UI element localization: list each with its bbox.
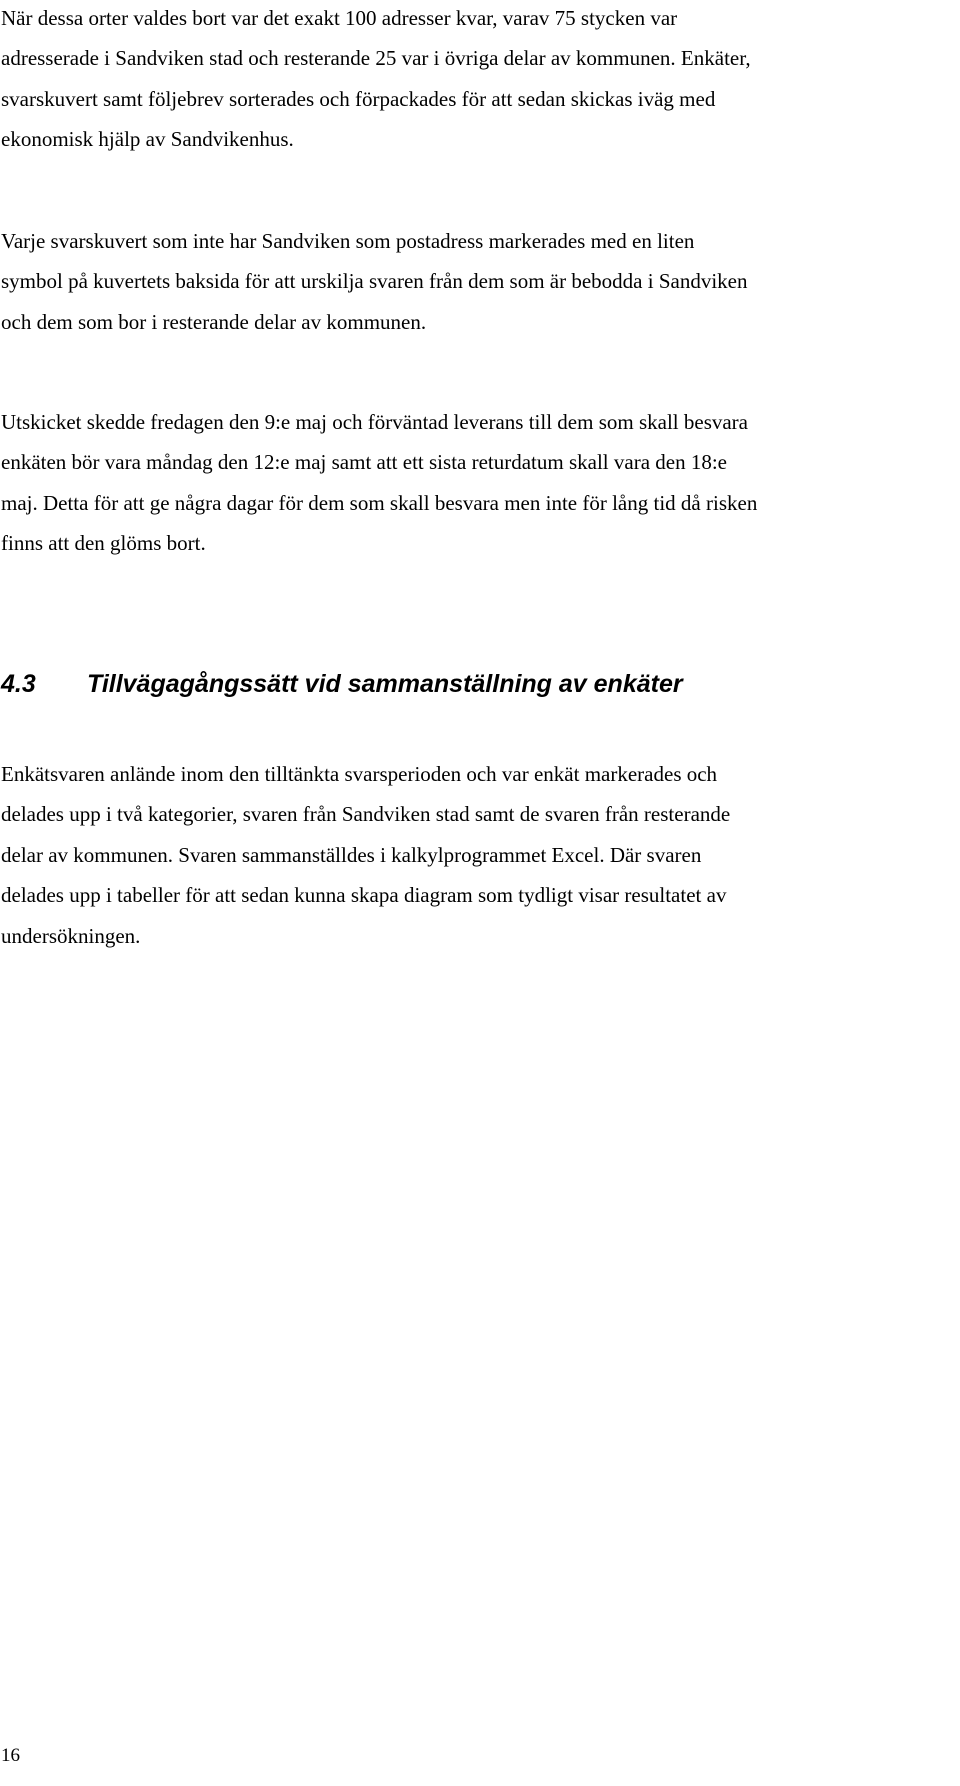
paragraph-envelope-marking xyxy=(1,221,956,342)
text-line: Varje svarskuvert som inte har Sandviken som postadress markerades med en liten xyxy=(1,229,695,253)
section-number: 4.3 xyxy=(1,670,36,698)
text-line: undersökningen. xyxy=(1,923,141,948)
text-line: symbol på kuvertets baksida för att urskilja svaren från dem som är bebodda i Sandviken xyxy=(1,269,748,294)
paragraph-address-selection xyxy=(1,0,956,160)
text-line: enkäten bör vara måndag den 12:e maj samt att ett sista returdatum skall vara den 18:e xyxy=(1,450,727,475)
section-title: Tillvägagångssätt vid sammanställning av enkäter xyxy=(87,670,683,698)
text-line: delades upp i två kategorier, svaren från Sandviken stad samt de svaren från resterande xyxy=(1,802,731,827)
paragraph-compilation xyxy=(1,754,956,956)
text-line: Utskicket skedde fredagen den 9:e maj och förväntad leverans till dem som skall besvara xyxy=(1,410,748,434)
text-line: ekonomisk hjälp av Sandvikenhus. xyxy=(1,127,294,152)
text-line: adresserade i Sandviken stad och resterande 25 var i övriga delar av kommunen. Enkäter, xyxy=(1,46,751,71)
text-line: och dem som bor i resterande delar av kommunen. xyxy=(1,309,427,334)
page-number: 16 xyxy=(1,1745,20,1766)
paragraph-dispatch-dates xyxy=(1,402,956,564)
text-line: När dessa orter valdes bort var det exakt 100 adresser kvar, varav 75 stycken var xyxy=(1,6,678,30)
text-line: finns att den glöms bort. xyxy=(1,531,206,556)
text-line: Enkätsvaren anlände inom den tilltänkta svarsperioden och var enkät markerades och xyxy=(1,762,718,786)
text-line: svarskuvert samt följebrev sorterades och förpackades för att sedan skickas iväg med xyxy=(1,86,716,111)
text-line: delades upp i tabeller för att sedan kunna skapa diagram som tydligt visar resultatet av xyxy=(1,883,727,908)
section-heading xyxy=(1,666,683,702)
text-line: delar av kommunen. Svaren sammanställdes i kalkylprogrammet Excel. Där svaren xyxy=(1,842,702,867)
text-line: maj. Detta för att ge några dagar för dem som skall besvara men inte för lång tid då risken xyxy=(1,490,758,515)
